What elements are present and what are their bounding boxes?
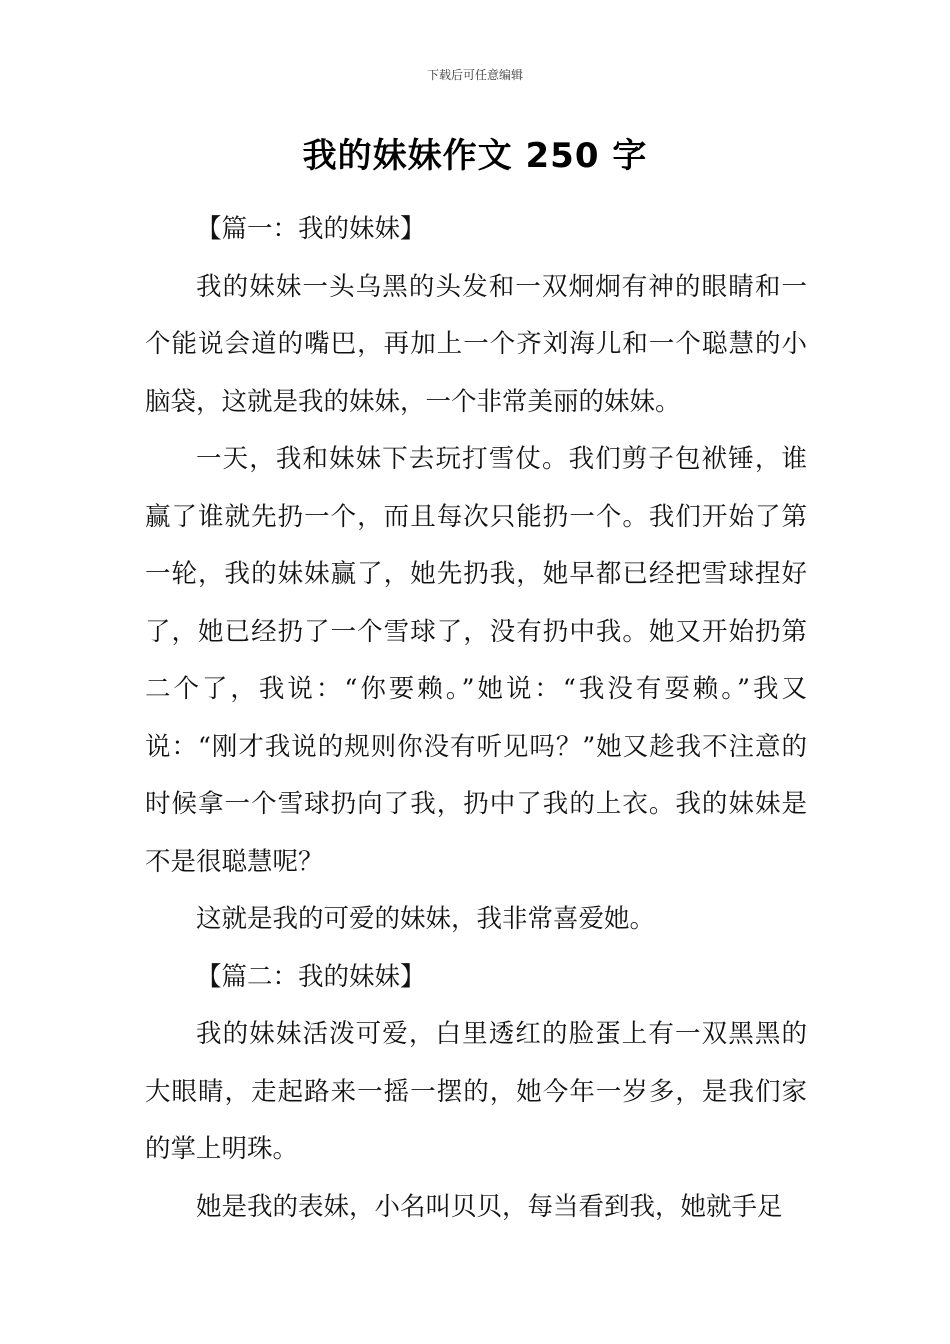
section-heading-2: 【篇二：我的妹妹】	[196, 961, 426, 992]
page-header-note: 下载后可任意编辑	[426, 68, 523, 82]
paragraph-3: 这就是我的可爱的妹妹，我非常喜爱她。	[196, 904, 656, 934]
paragraph-5: 她是我的表妹，小名叫贝贝，每当看到我，她就手足	[196, 1191, 783, 1222]
paragraph-1: 我的妹妹一头乌黑的头发和一双炯炯有神的眼睛和一个能说会道的嘴巴，再加上一个齐刘海儿和一个聪慧的小脑袋，这就是我的妹妹，一个非常美丽的妹妹。	[145, 271, 807, 417]
paragraph-4: 我的妹妹活泼可爱，白里透红的脸蛋上有一双黑黑的大眼睛，走起路来一摇一摆的，她今年一岁多，是我们家的掌上明珠。	[145, 1019, 807, 1164]
paragraph-2: 一天，我和妹妹下去玩打雪仗。我们剪子包袱锤，谁赢了谁就先扔一个，而且每次只能扔一个。我们开始了第一轮，我的妹妹赢了，她先扔我，她早都已经把雪球捏好了，她已经扔了一个雪球了，没有扔中我。她又开始扔第二个了，我说：“你要赖。”她说：“我没有耍赖。”我又说：“刚才我说的规则你没有听见吗？”她又趁我不注意的时候拿一个雪球扔向了我，扔中了我的上衣。我的妹妹是不是很聪慧呢？	[145, 444, 807, 877]
section-heading-1: 【篇一：我的妹妹】	[196, 214, 426, 244]
document-title: 我的妹妹作文 250 字	[302, 136, 648, 176]
document-body	[145, 201, 807, 1236]
